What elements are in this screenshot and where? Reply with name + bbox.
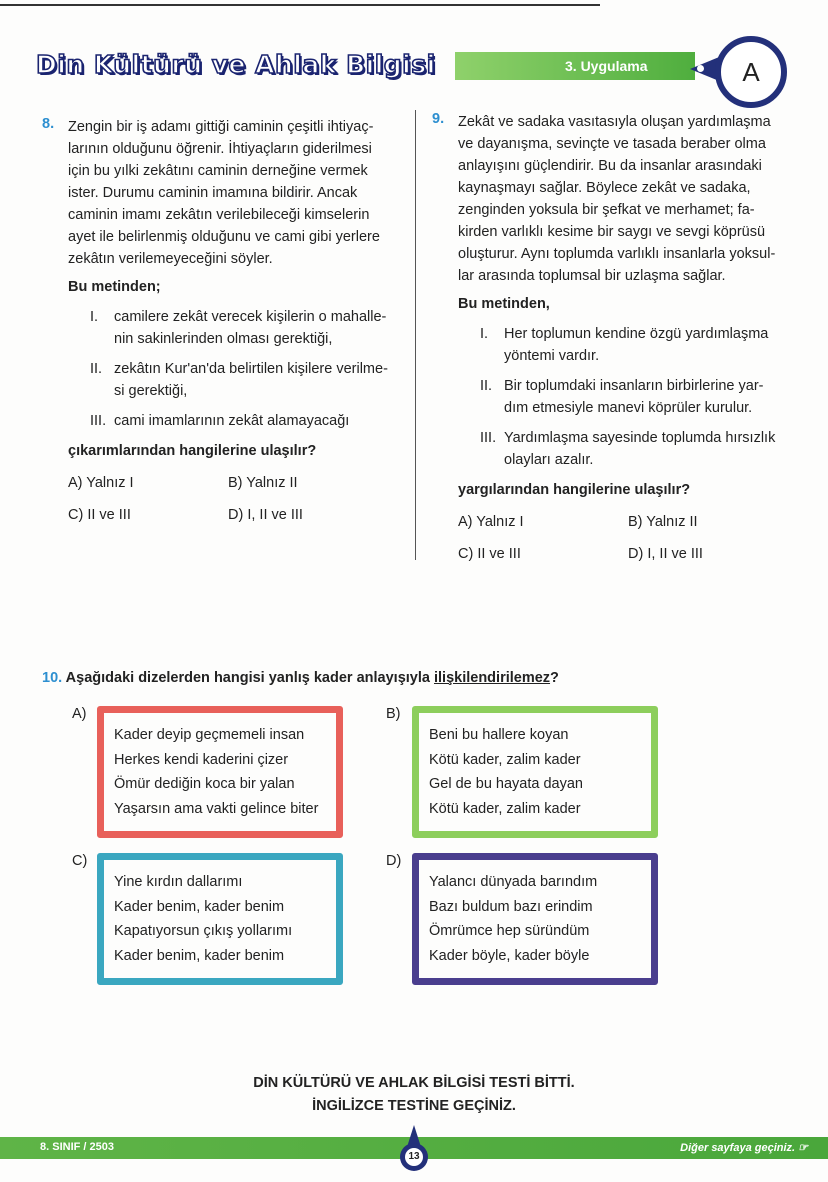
text-line: anlayışını güçlendirir. Bu da insanlar arasındaki xyxy=(458,158,762,174)
question-8 xyxy=(68,116,408,526)
q10-qmark: ? xyxy=(550,670,559,686)
text-line: ayet ile belirlenmiş olduğunu ve cami gibi yerlere xyxy=(68,229,380,245)
q10-number: 10. xyxy=(42,670,63,686)
option-letter: C) xyxy=(72,853,88,869)
statement-line: camilere zekât verecek kişilerin o mahalle- xyxy=(114,309,387,325)
verse-line: Kapatıyorsun çıkış yollarımı xyxy=(114,923,293,939)
answer-option[interactable]: C) II ve III xyxy=(458,546,521,562)
q8-options xyxy=(68,472,408,526)
statement-line: olayları azalır. xyxy=(504,452,594,468)
top-rule xyxy=(0,4,600,6)
roman-numeral: I. xyxy=(90,309,99,325)
statement-1 xyxy=(90,306,408,350)
option-box-d[interactable] xyxy=(412,853,658,985)
verse-line: Kader benim, kader benim xyxy=(114,947,285,964)
statement-3 xyxy=(480,427,798,471)
end-note-2: İNGİLİZCE TESTİNE GEÇİNİZ. xyxy=(312,1098,516,1114)
statement-line: zekâtın Kur'an'da belirtilen kişilere verilme- xyxy=(114,361,388,377)
roman-numeral: III. xyxy=(480,430,497,446)
option-letter: D) xyxy=(386,853,402,869)
q9-text xyxy=(458,111,798,287)
statement-line: cami imamlarının zekât alamayacağı xyxy=(114,413,350,429)
option-box-a[interactable] xyxy=(97,706,343,838)
text-line: larının olduğunu öğrenir. İhtiyaçların giderilmesi xyxy=(68,141,372,157)
q9-options xyxy=(458,511,798,565)
statement-2 xyxy=(480,375,798,419)
q8-number: 8. xyxy=(42,116,55,132)
statement-line: Her toplumun kendine özgü yardımlaşma xyxy=(504,326,769,342)
text-line: zekâtın verilemeyeceğini söyler. xyxy=(68,251,273,267)
q9-question: yargılarından hangilerine ulaşılır? xyxy=(458,482,691,498)
answer-option[interactable]: D) I, II ve III xyxy=(228,507,303,523)
roman-numeral: I. xyxy=(480,326,489,342)
text-line: caminin imamı zekâtın verilebileceği kimselerin xyxy=(68,207,370,223)
verse-line: Yine kırdın dallarımı xyxy=(114,874,243,890)
verse-line: Kader böyle, kader böyle xyxy=(429,947,590,964)
subject-title: Din Kültürü ve Ahlak Bilgisi xyxy=(36,50,436,79)
q10-question: Aşağıdaki dizelerden hangisi yanlış kader anlayışıyla xyxy=(65,670,434,686)
roman-numeral: II. xyxy=(90,361,103,377)
statement-line: yöntemi vardır. xyxy=(504,348,600,364)
statement-1 xyxy=(480,323,798,367)
verse-line: Herkes kendi kaderini çizer xyxy=(114,751,289,768)
text-line: için bu yılki zekâtını caminin derneğine vermek xyxy=(68,163,368,179)
q10-underlined: ilişkilendirilemez xyxy=(433,670,551,686)
roman-numeral: III. xyxy=(90,413,107,429)
answer-option[interactable]: A) Yalnız I xyxy=(68,475,134,491)
footer-grade: 8. SINIF / 2503 xyxy=(40,1141,114,1153)
footer-next-page: Diğer sayfaya geçiniz. ☞ xyxy=(680,1142,808,1154)
verse-line: Kader benim, kader benim xyxy=(114,898,285,915)
q9-items xyxy=(480,323,798,471)
option-box-c[interactable] xyxy=(97,853,343,985)
column-divider xyxy=(415,110,416,560)
verse-line: Kötü kader, zalim kader xyxy=(429,800,581,817)
q9-lead: Bu metinden, xyxy=(458,296,550,312)
statement-line: dım etmesiyle manevi köprüler kurulur. xyxy=(504,400,753,416)
q8-question: çıkarımlarından hangilerine ulaşılır? xyxy=(68,443,317,459)
text-line: zenginden yoksula bir şefkat ve merhamet; fa- xyxy=(458,202,755,218)
option-letter: A) xyxy=(72,706,87,722)
text-line: kaynaşmayı sağlar. Böylece zekât ve sadaka, xyxy=(458,180,751,196)
verse-line: Yaşarsın ama vakti gelince biter xyxy=(114,800,319,817)
statement-2 xyxy=(90,358,408,402)
booklet-badge: A xyxy=(715,36,787,108)
text-line: ve dayanışma, sevinçte ve tasada beraber olma xyxy=(458,136,766,152)
option-box-b[interactable] xyxy=(412,706,658,838)
verse-line: Gel de bu hayata dayan xyxy=(429,776,583,792)
verse-line: Beni bu hallere koyan xyxy=(429,727,569,743)
option-letter: B) xyxy=(386,706,401,722)
text-line: Zekât ve sadaka vasıtasıyla oluşan yardımlaşma xyxy=(458,114,771,130)
answer-option[interactable]: A) Yalnız I xyxy=(458,514,524,530)
verse-line: Kötü kader, zalim kader xyxy=(429,751,581,768)
statement-3 xyxy=(90,410,408,432)
statement-line: nin sakinlerinden olması gerektiği, xyxy=(114,331,333,347)
answer-option[interactable]: B) Yalnız II xyxy=(628,514,698,530)
question-9 xyxy=(458,111,798,565)
q8-lead: Bu metinden; xyxy=(68,279,161,295)
answer-option[interactable]: B) Yalnız II xyxy=(228,475,298,491)
text-line: Zengin bir iş adamı gittiği caminin çeşitli ihtiyaç- xyxy=(68,119,374,135)
question-10 xyxy=(42,667,559,689)
verse-line: Ömür dediğin koca bir yalan xyxy=(114,776,295,792)
text-line: kirden varlıklı kesime bir saygı ve sevgi köprüsü xyxy=(458,224,766,240)
roman-numeral: II. xyxy=(480,378,493,394)
answer-option[interactable]: C) II ve III xyxy=(68,507,131,523)
verse-line: Yalancı dünyada barındım xyxy=(429,874,598,890)
page-number: 13 xyxy=(405,1148,423,1166)
badge-dot xyxy=(697,65,704,72)
q9-number: 9. xyxy=(432,111,445,127)
text-line: oluşturur. Aynı toplumda varlıklı insanlarla yoksul- xyxy=(458,246,776,262)
text-line: lar arasında toplumsal bir uzlaşma sağlar. xyxy=(458,268,726,284)
verse-line: Bazı buldum bazı erindim xyxy=(429,898,593,915)
q8-items xyxy=(90,306,408,432)
section-label: 3. Uygulama xyxy=(565,58,648,74)
q8-text xyxy=(68,116,408,270)
verse-line: Ömrümce hep süründüm xyxy=(429,923,590,939)
statement-line: Yardımlaşma sayesinde toplumda hırsızlık xyxy=(504,430,776,446)
text-line: ister. Durumu caminin imamına bildirir. Ancak xyxy=(68,185,358,201)
verse-line: Kader deyip geçmemeli insan xyxy=(114,727,305,743)
end-note-1: DİN KÜLTÜRÜ VE AHLAK BİLGİSİ TESTİ BİTTİ. xyxy=(253,1075,575,1091)
statement-line: Bir toplumdaki insanların birbirlerine yar- xyxy=(504,378,764,394)
answer-option[interactable]: D) I, II ve III xyxy=(628,546,703,562)
statement-line: si gerektiği, xyxy=(114,383,188,399)
